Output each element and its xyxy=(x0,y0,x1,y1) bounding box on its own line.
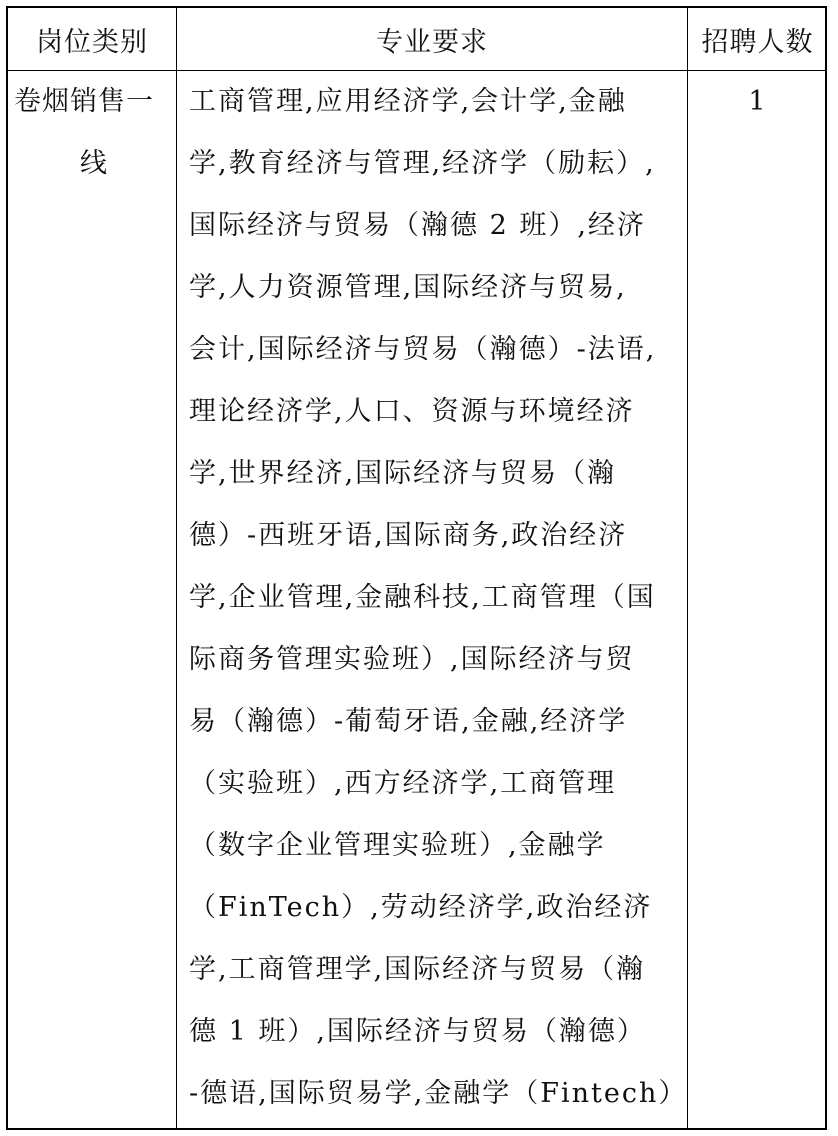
requirement-line: 学,教育经济与管理,经济学（励耘）, xyxy=(189,148,656,179)
requirement-line: （数字企业管理实验班）,金融学 xyxy=(189,830,606,861)
cell-job-category xyxy=(14,71,174,1128)
requirement-line: 德）-西班牙语,国际商务,政治经济 xyxy=(189,520,628,551)
requirement-line: 学,工商管理学,国际经济与贸易（瀚 xyxy=(189,954,646,985)
requirement-line: 易（瀚德）-葡萄牙语,金融,经济学 xyxy=(189,706,628,737)
header-job-category: 岗位类别 xyxy=(36,26,148,58)
category-line: 线 xyxy=(80,148,108,179)
header-major-requirements: 专业要求 xyxy=(376,26,488,58)
requirement-line: 学,企业管理,金融科技,工商管理（国 xyxy=(189,582,656,613)
requirement-line: 理论经济学,人口、资源与环境经济 xyxy=(189,396,635,427)
requirement-line: 际商务管理实验班）,国际经济与贸 xyxy=(189,644,635,675)
requirement-line: 德 1 班）,国际经济与贸易（瀚德） xyxy=(189,1016,646,1047)
header-recruit-count: 招聘人数 xyxy=(701,26,814,58)
column-divider-1 xyxy=(176,8,177,1128)
job-requirements-table xyxy=(6,6,827,1130)
cell-major-requirements xyxy=(189,71,688,1128)
requirement-line: （FinTech）,劳动经济学,政治经济 xyxy=(189,892,653,923)
requirement-line: 会计,国际经济与贸易（瀚德）-法语, xyxy=(189,334,657,365)
recruit-count-value: 1 xyxy=(748,86,766,117)
cell-recruit-count xyxy=(688,71,826,1128)
category-line: 卷烟销售一 xyxy=(14,86,154,117)
requirement-line: 工商管理,应用经济学,会计学,金融 xyxy=(189,86,627,117)
requirement-line: 国际经济与贸易（瀚德 2 班）,经济 xyxy=(189,210,646,241)
requirement-line: 学,世界经济,国际经济与贸易（瀚 xyxy=(189,458,617,489)
requirement-line: -德语,国际贸易学,金融学（Fintech） xyxy=(189,1078,688,1109)
requirement-line: （实验班）,西方经济学,工商管理 xyxy=(189,768,617,799)
requirement-line: 学,人力资源管理,国际经济与贸易, xyxy=(189,272,627,303)
